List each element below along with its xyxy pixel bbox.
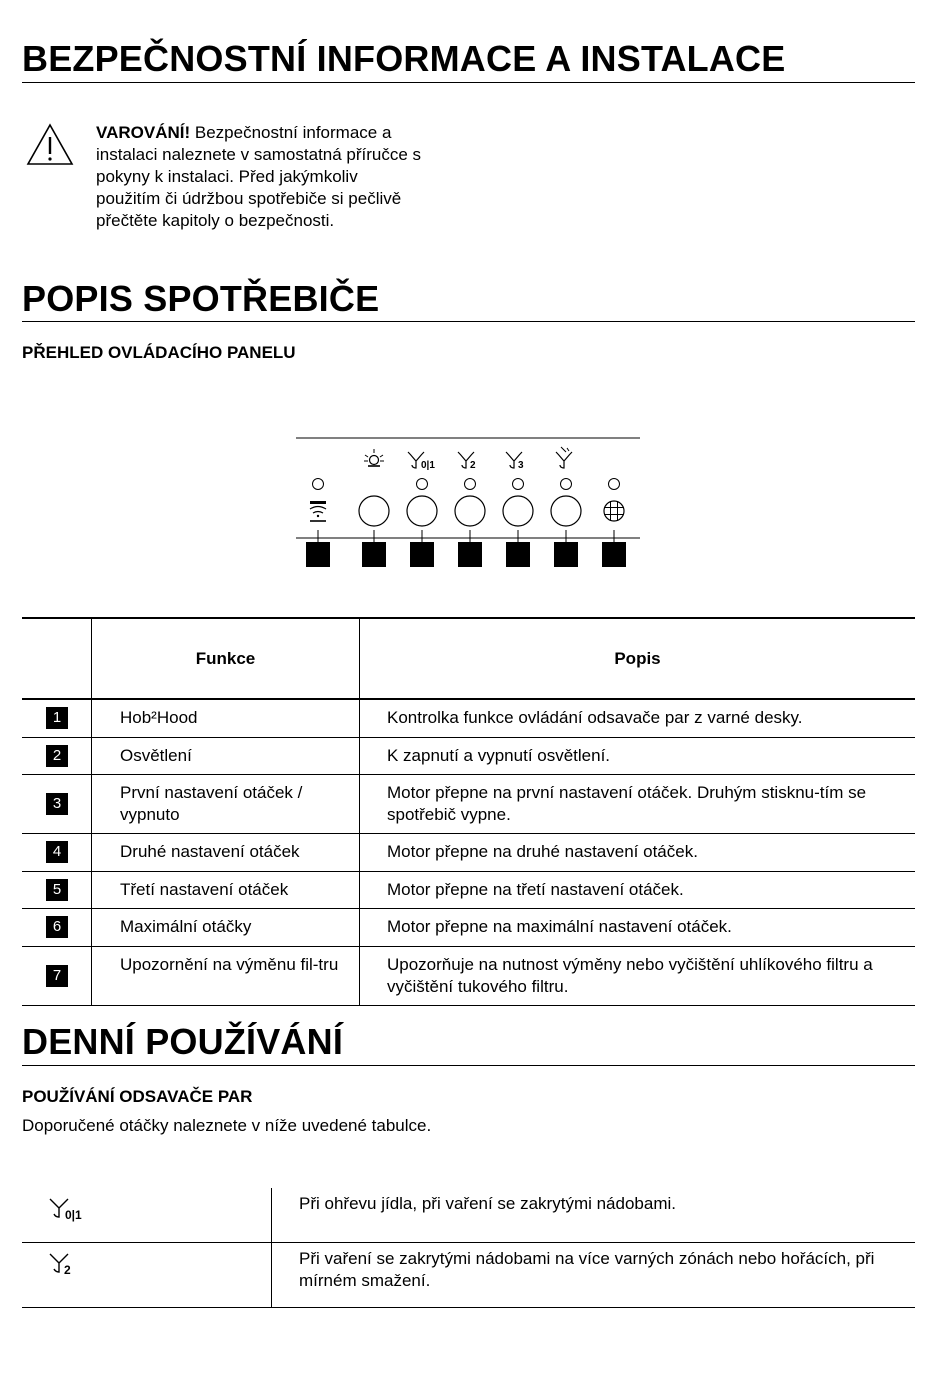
row-number-badge: 1	[46, 707, 68, 729]
fan-speed-2-icon	[458, 452, 476, 471]
row-function: Druhé nastavení otáček	[120, 841, 300, 861]
row-number-badge: 2	[46, 745, 68, 767]
speed-max-button[interactable]	[551, 496, 581, 526]
indicator-led	[465, 479, 476, 490]
table-row	[22, 774, 915, 833]
table-row	[22, 908, 915, 946]
warning-triangle-icon	[26, 122, 74, 166]
row-description: Motor přepne na třetí nastavení otáček.	[387, 879, 684, 899]
usage-text: Při vaření se zakrytými nádobami na více varných zónách nebo hořácích, při mírném smažení.	[299, 1249, 875, 1290]
control-panel-diagram	[290, 430, 650, 580]
section-title-safety: BEZPEČNOSTNÍ INFORMACE A INSTALACE	[22, 38, 786, 79]
warning-text	[96, 122, 426, 232]
subtitle-hood-use: POUŽÍVÁNÍ ODSAVAČE PAR	[22, 1087, 253, 1106]
usage-table	[22, 1188, 915, 1308]
warning-label: VAROVÁNÍ!	[96, 123, 191, 142]
row-description: Upozorňuje na nutnost výměny nebo vyčištění uhlíkového filtru a vyčištění tukového filtru.	[387, 954, 873, 996]
row-description: Motor přepne na druhé nastavení otáček.	[387, 841, 698, 861]
row-description: Motor přepne na první nastavení otáček. Druhým stisknu-tím se spotřebič vypne.	[387, 782, 867, 824]
table-row	[22, 833, 915, 871]
row-description: Kontrolka funkce ovládání odsavače par z varné desky.	[387, 708, 803, 727]
row-number-badge: 4	[46, 841, 68, 863]
header-description: Popis	[360, 618, 916, 699]
row-function: Osvětlení	[120, 745, 192, 765]
callout-box	[458, 542, 482, 567]
intro-text: Doporučené otáčky naleznete v níže uvedené tabulce.	[22, 1116, 432, 1135]
divider	[22, 321, 915, 322]
row-description: Motor přepne na maximální nastavení otáček.	[387, 916, 732, 936]
row-number-badge: 7	[46, 965, 68, 987]
indicator-led	[417, 479, 428, 490]
fan-speed-3-icon	[506, 452, 524, 471]
row-function: Třetí nastavení otáček	[120, 879, 289, 899]
callout-box	[554, 542, 578, 567]
table-row	[22, 1243, 915, 1308]
table-row	[22, 737, 915, 774]
fan-speed-2-icon	[48, 1251, 92, 1277]
hob2hood-icon	[310, 501, 326, 521]
row-number-badge: 3	[46, 793, 68, 815]
table-row	[22, 699, 915, 737]
callout-box	[410, 542, 434, 567]
section-title-description: POPIS SPOTŘEBIČE	[22, 278, 380, 319]
speed-1-button[interactable]	[407, 496, 437, 526]
speed-2-button[interactable]	[455, 496, 485, 526]
speed-label: 2	[64, 1263, 71, 1277]
divider	[22, 1065, 915, 1066]
indicator-led	[561, 479, 572, 490]
indicator-led	[513, 479, 524, 490]
fan-speed-0-1-icon	[408, 452, 435, 471]
row-description: K zapnutí a vypnutí osvětlení.	[387, 745, 611, 765]
row-function: Maximální otáčky	[120, 916, 252, 936]
callout-box	[602, 542, 626, 567]
section-title-daily-use: DENNÍ POUŽÍVÁNÍ	[22, 1021, 344, 1062]
light-icon	[364, 449, 384, 466]
speed-label: 0|1	[65, 1208, 82, 1222]
indicator-led	[609, 479, 620, 490]
speed-label: 0|1	[421, 460, 435, 471]
light-button[interactable]	[359, 496, 389, 526]
header-function: Funkce	[92, 618, 360, 699]
row-number-badge: 5	[46, 879, 68, 901]
header-empty-cell	[22, 618, 92, 699]
row-number-badge: 6	[46, 916, 68, 938]
usage-text: Při ohřevu jídla, při vaření se zakrytými nádobami.	[299, 1194, 676, 1213]
table-row	[22, 871, 915, 908]
warning-body: Bezpečnostní informace a instalaci naleznete v samostatná příručce s pokyny k instalaci. Před jakýmkoliv použitím či údržbou spotřebiče si pečlivě přečtěte kapitoly o bezpečnosti.	[96, 123, 422, 230]
row-function: První nastavení otáček / vypnuto	[120, 782, 303, 824]
row-function: Hob²Hood	[120, 708, 198, 727]
callout-box	[506, 542, 530, 567]
row-function: Upozornění na výměnu fil-tru	[120, 954, 339, 974]
callout-box	[306, 542, 330, 567]
subtitle-control-panel: PŘEHLED OVLÁDACÍHO PANELU	[22, 343, 296, 362]
indicator-led	[313, 479, 324, 490]
speed-label: 3	[518, 460, 524, 471]
divider	[22, 82, 915, 83]
speed-label: 2	[470, 460, 476, 471]
table-row	[22, 1188, 915, 1243]
fan-speed-0-1-icon	[48, 1196, 92, 1222]
speed-3-button[interactable]	[503, 496, 533, 526]
table-header-row	[22, 618, 915, 699]
functions-table	[22, 617, 915, 1006]
callout-box	[362, 542, 386, 567]
filter-grid-icon	[604, 501, 624, 521]
table-row	[22, 946, 915, 1005]
fan-max-icon	[556, 447, 572, 468]
